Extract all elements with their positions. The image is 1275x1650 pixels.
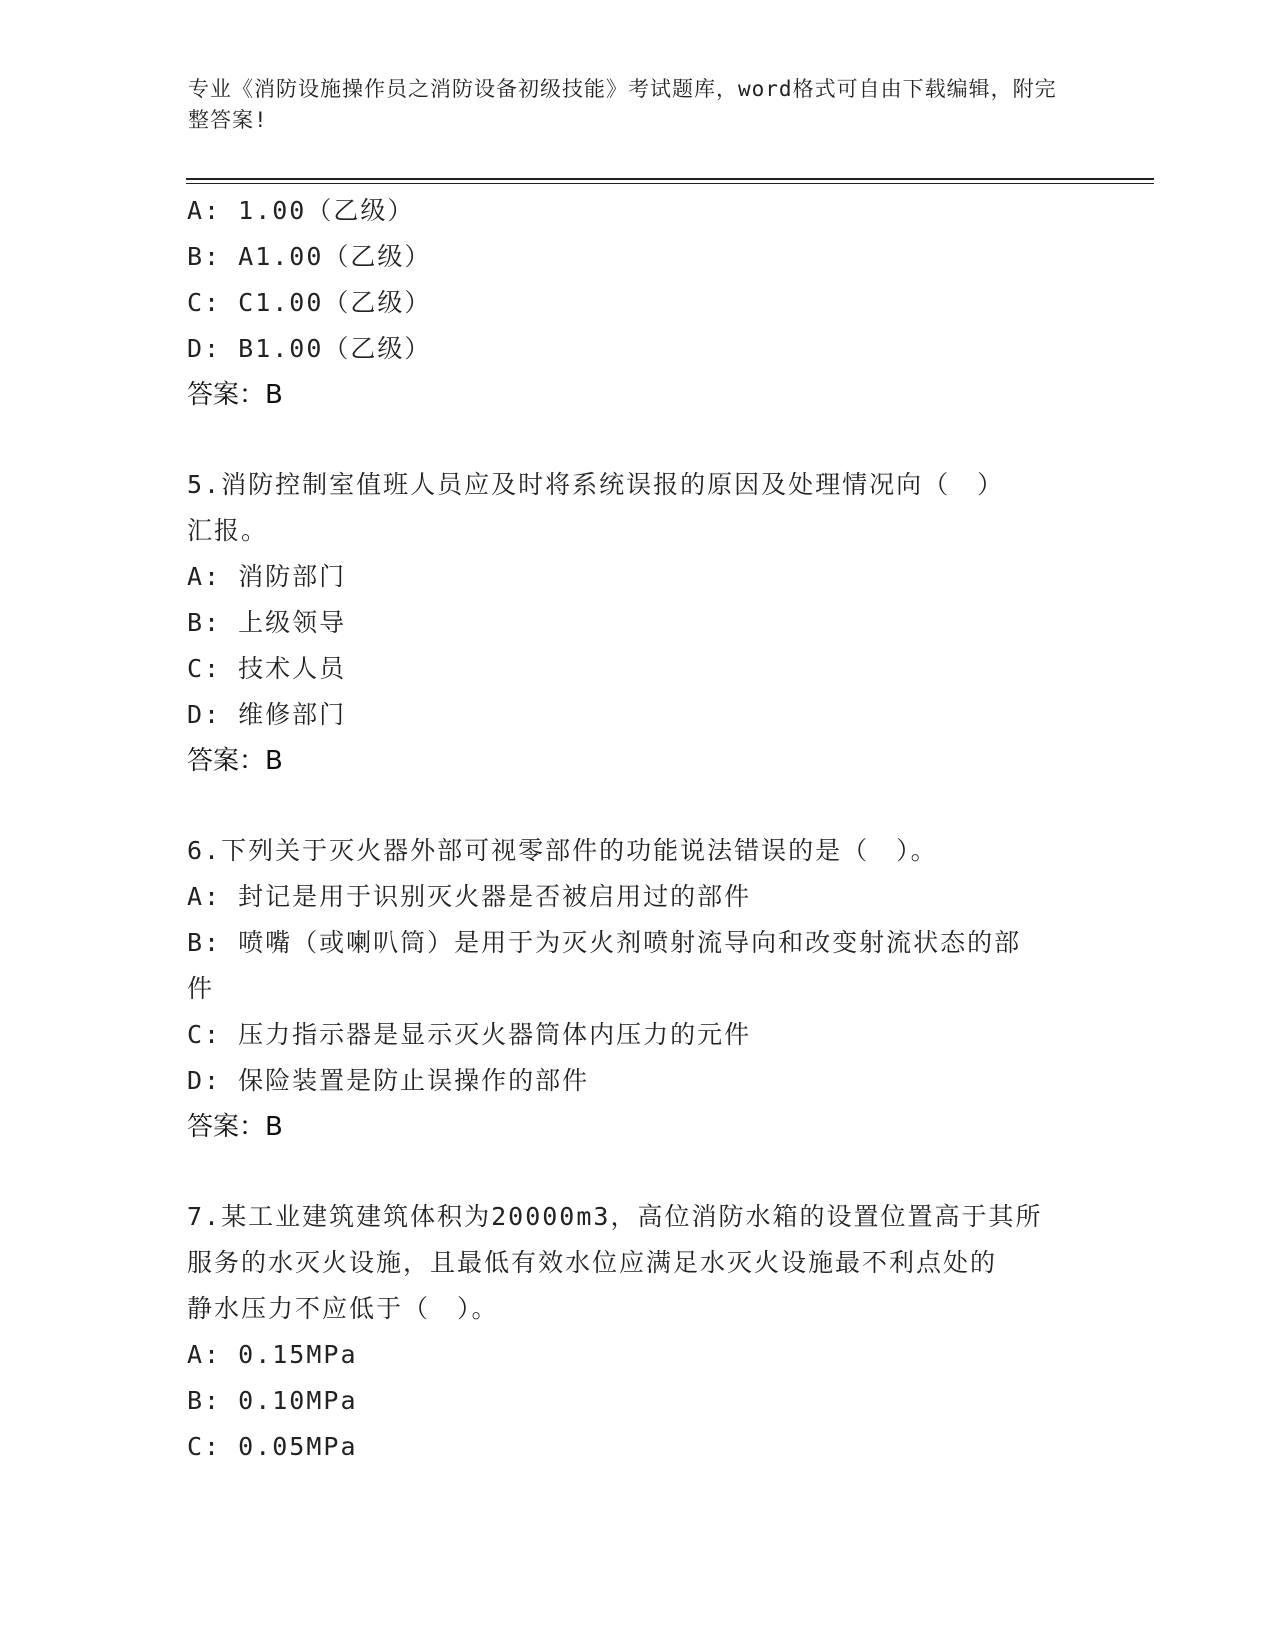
answer-line: 答案：B	[187, 380, 283, 410]
option-b: B: 喷嘴（或喇叭筒）是用于为灭火剂喷射流导向和改变射流状态的部	[187, 928, 1022, 957]
question-text: 7.某工业建筑建筑体积为20000m3，高位消防水箱的设置位置高于其所	[187, 1202, 1043, 1231]
option-d: D: B1.00（乙级）	[187, 334, 432, 363]
option-b: B: A1.00（乙级）	[187, 242, 432, 271]
option-a: A: 1.00（乙级）	[187, 196, 415, 225]
option-a: A: 封记是用于识别灭火器是否被启用过的部件	[187, 882, 752, 911]
option-c: C: C1.00（乙级）	[187, 288, 432, 317]
answer-line: 答案：B	[187, 1112, 283, 1142]
option-d: D: 保险装置是防止误操作的部件	[187, 1066, 590, 1095]
question-text: 6.下列关于灭火器外部可视零部件的功能说法错误的是（ ）。	[187, 836, 938, 865]
header-divider-thin	[186, 183, 1154, 184]
option-c: C: 技术人员	[187, 654, 347, 683]
option-b: B: 上级领导	[187, 608, 347, 637]
question-text: 5.消防控制室值班人员应及时将系统误报的原因及处理情况向（ ）	[187, 470, 1005, 499]
option-c: C: 压力指示器是显示灭火器筒体内压力的元件	[187, 1020, 752, 1049]
question-list	[187, 188, 1087, 1470]
option-c: C: 0.05MPa	[187, 1432, 358, 1461]
option-b: B: 0.10MPa	[187, 1386, 358, 1415]
question-7	[187, 1194, 1087, 1470]
question-text-continued: 静水压力不应低于（ ）。	[187, 1294, 499, 1323]
option-a: A: 消防部门	[187, 562, 347, 591]
document-header: 专业《消防设施操作员之消防设备初级技能》考试题库，word格式可自由下载编辑，附完整答案!	[188, 77, 1057, 132]
question-6	[187, 828, 1087, 1150]
question-5	[187, 462, 1087, 784]
header-divider	[186, 178, 1154, 180]
question-4	[187, 188, 1087, 418]
question-text-continued: 服务的水灭火设施，且最低有效水位应满足水灭火设施最不利点处的	[187, 1248, 998, 1277]
option-d: D: 维修部门	[187, 700, 347, 729]
question-text-continued: 汇报。	[187, 516, 269, 545]
option-a: A: 0.15MPa	[187, 1340, 358, 1369]
option-b-continued: 件	[187, 974, 215, 1003]
answer-line: 答案：B	[187, 746, 283, 776]
